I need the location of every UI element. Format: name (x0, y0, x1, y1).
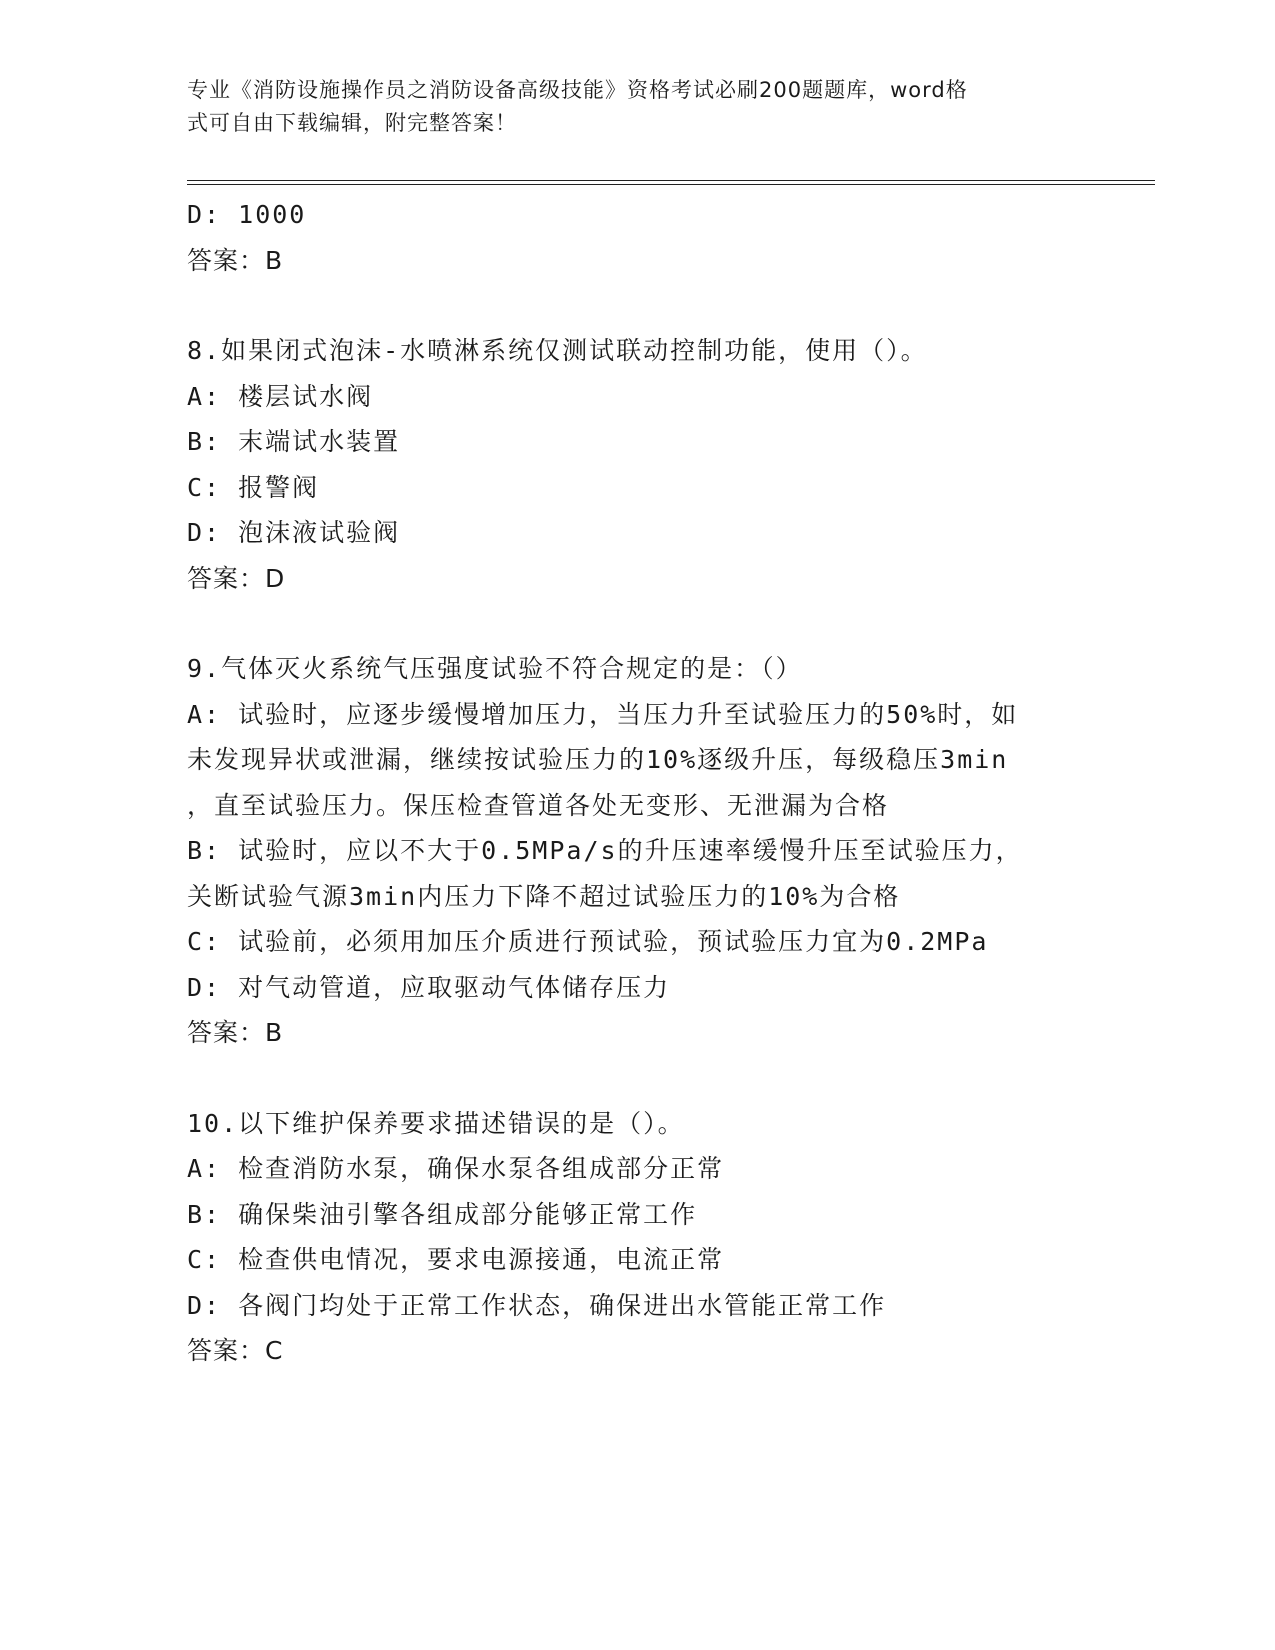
page-header (187, 74, 1067, 140)
question-9 (187, 646, 1087, 1056)
option-b: B: 确保柴油引擎各组成部分能够正常工作 (187, 1199, 698, 1229)
option-a: A: 楼层试水阀 (187, 381, 374, 411)
option-c: C: 试验前，必须用加压介质进行预试验，预试验压力宜为0.2MPa (187, 927, 989, 956)
header-line-2: 式可自由下载编辑，附完整答案！ (187, 111, 517, 135)
option-b: B: 末端试水装置 (187, 427, 401, 456)
question-stem: 8.如果闭式泡沫-水喷淋系统仅测试联动控制功能，使用（）。 (187, 336, 928, 365)
option-d: D: 泡沫液试验阀 (187, 518, 401, 547)
question-7-tail (187, 192, 1087, 283)
answer: 答案：B (187, 245, 284, 275)
option-d: D: 对气动管道，应取驱动气体储存压力 (187, 972, 671, 1002)
answer: 答案：B (187, 1018, 284, 1047)
question-10 (187, 1101, 1087, 1374)
question-spacer (187, 601, 1087, 646)
option-a: A: 检查消防水泵，确保水泵各组成部分正常 (187, 1154, 725, 1183)
option-a-line-2: 未发现异状或泄漏，继续按试验压力的10%逐级升压，每级稳压3min (187, 745, 1009, 774)
answer: 答案：D (187, 563, 286, 593)
question-spacer (187, 283, 1087, 328)
option-c: C: 检查供电情况，要求电源接通，电流正常 (187, 1245, 725, 1274)
option-d: D: 1000 (187, 200, 307, 229)
question-list (187, 192, 1087, 1374)
answer: 答案：C (187, 1336, 284, 1365)
option-d: D: 各阀门均处于正常工作状态，确保进出水管能正常工作 (187, 1290, 887, 1320)
option-a-line-1: A: 试验时，应逐步缓慢增加压力，当压力升至试验压力的50%时，如 (187, 699, 1019, 729)
option-b-line-1: B: 试验时，应以不大于0.5MPa/s的升压速率缓慢升压至试验压力， (187, 836, 1023, 865)
header-line-1: 专业《消防设施操作员之消防设备高级技能》资格考试必刷200题题库，word格 (187, 78, 968, 102)
question-spacer (187, 1056, 1087, 1101)
option-b-line-2: 关断试验气源3min内压力下降不超过试验压力的10%为合格 (187, 881, 901, 911)
question-8 (187, 328, 1087, 601)
question-stem: 10.以下维护保养要求描述错误的是（）。 (187, 1108, 685, 1138)
option-c: C: 报警阀 (187, 472, 320, 502)
option-a-line-3: ，直至试验压力。保压检查管道各处无变形、无泄漏为合格 (187, 790, 890, 820)
header-divider (187, 180, 1155, 185)
question-stem: 9.气体灭火系统气压强度试验不符合规定的是：（） (187, 654, 803, 683)
